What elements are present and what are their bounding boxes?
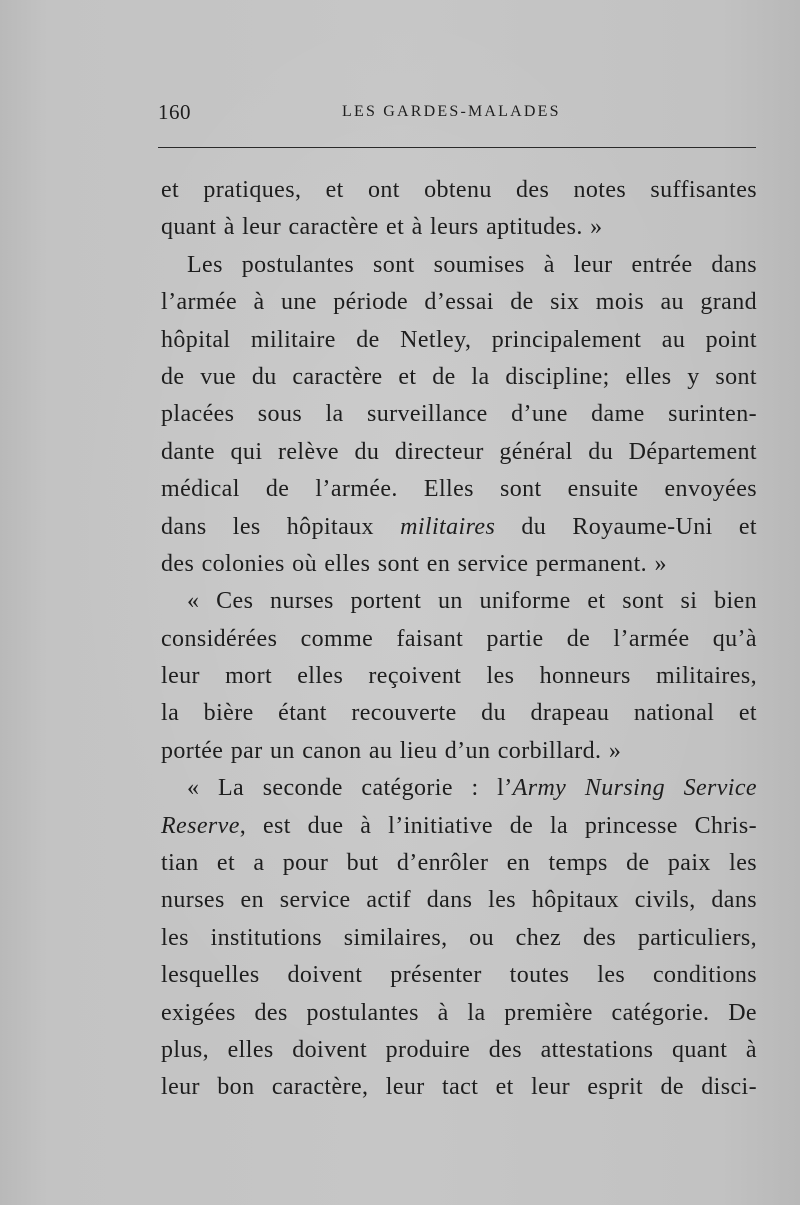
- text-line: médical de l’armée. Elles sont ensuite envoyées: [161, 476, 757, 503]
- text-line: de vue du caractère et de la discipline; elles y sont: [161, 363, 757, 390]
- text-line: quant à leur caractère et à leurs aptitudes. »: [161, 214, 603, 241]
- paragraph-first-line: « Ces nurses portent un uniforme et sont si bien: [187, 588, 757, 615]
- text-line: nurses en service actif dans les hôpitaux civils, dans: [161, 887, 757, 914]
- text-line: l’armée à une période d’essai de six mois au grand: [161, 289, 757, 316]
- text-line: les institutions similaires, ou chez des particuliers,: [161, 924, 757, 951]
- paragraph-first-line-with-italic: [161, 770, 757, 807]
- italic-term: militaires: [400, 513, 496, 540]
- running-title: LES GARDES-MALADES: [342, 103, 561, 120]
- text-line: portée par un canon au lieu d’un corbillard. »: [161, 737, 622, 764]
- text-line: exigées des postulantes à la première catégorie. De: [161, 999, 757, 1026]
- text-line: et pratiques, et ont obtenu des notes suffisantes: [161, 177, 757, 203]
- text-line-with-italic: [161, 509, 757, 546]
- text-line: considérées comme faisant partie de l’armée qu’à: [161, 625, 757, 652]
- running-header: [158, 100, 756, 126]
- header-rule: [158, 147, 756, 148]
- text-segment: « La seconde catégorie : l’: [187, 775, 513, 802]
- page-number: 160: [158, 100, 191, 124]
- text-segment: dans les hôpitaux: [161, 513, 401, 540]
- text-segment: du Royaume-Uni et: [495, 513, 757, 540]
- italic-term: Army Nursing Service: [512, 775, 757, 802]
- text-line-with-italic: [161, 808, 757, 845]
- text-line: leur bon caractère, leur tact et leur esprit de disci-: [161, 1074, 757, 1101]
- text-line: lesquelles doivent présenter toutes les conditions: [161, 962, 757, 989]
- text-line: dante qui relève du directeur général du Département: [161, 438, 757, 465]
- text-line: plus, elles doivent produire des attestations quant à: [161, 1036, 757, 1063]
- text-line: leur mort elles reçoivent les honneurs militaires,: [161, 663, 757, 690]
- text-line: hôpital militaire de Netley, principalement au point: [161, 326, 757, 353]
- text-line: placées sous la surveillance d’une dame surinten-: [161, 401, 757, 428]
- text-line: des colonies où elles sont en service permanent. »: [161, 550, 667, 577]
- italic-term: Reserve: [161, 812, 240, 839]
- paragraph-first-line: Les postulantes sont soumises à leur entrée dans: [187, 251, 757, 278]
- body-text: [161, 172, 757, 1107]
- text-segment: , est due à l’initiative de la princesse Chris-: [239, 812, 757, 839]
- text-line: la bière étant recouverte du drapeau national et: [161, 700, 757, 727]
- text-line: tian et a pour but d’enrôler en temps de paix les: [161, 850, 757, 877]
